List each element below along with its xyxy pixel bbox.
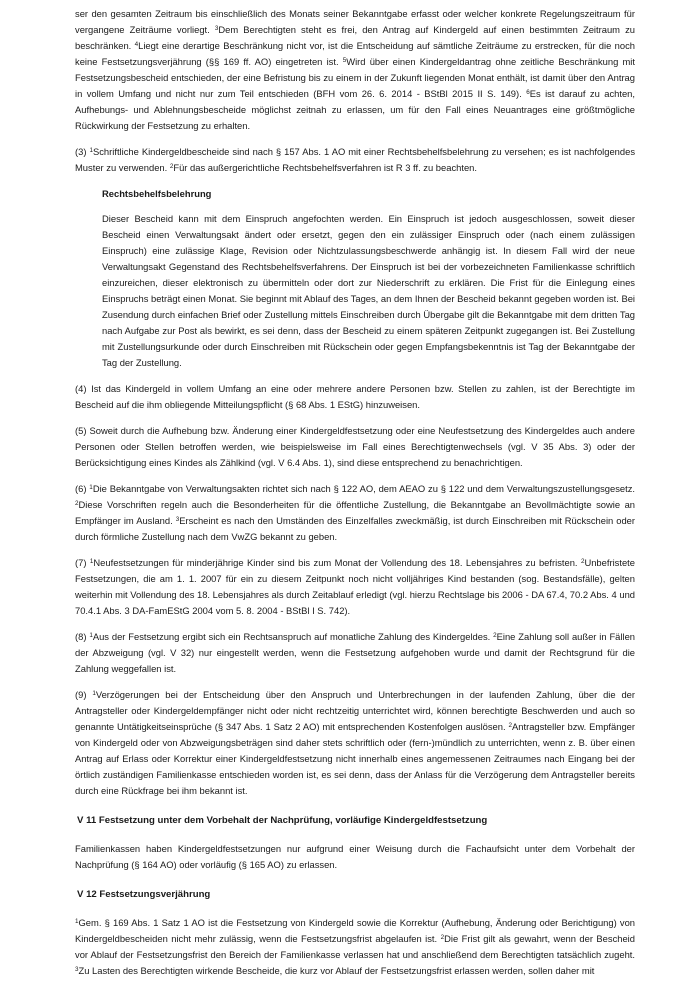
- rechtsbehelfsbelehrung-block: [102, 186, 635, 371]
- rechtsbehelfsbelehrung-text: Dieser Bescheid kann mit dem Einspruch angefochten werden. Ein Einspruch ist jedoch ausgeschlossen, soweit dieser Bescheid einen Verwaltungsakt ändert oder ersetzt, gegen den ein zulässiger Einspruch oder (nach einem zulässigen Einspruch) eine zulässige Klage, Revision oder Nichtzulassungsbeschwerde anhängig ist. In diesem Fall wird der neue Verwaltungsakt Gegenstand des Rechtsbehelfsverfahrens. Der Einspruch ist bei der vorbezeichneten Familienkasse schriftlich einzureichen, dieser elektronisch zu übermitteln oder dort zur Niederschrift zu erklären. Die Frist für die Einlegung eines Einspruchs beträgt einen Monat. Sie beginnt mit Ablauf des Tages, an dem Ihnen der Bescheid bekannt gegeben worden ist. Bei Zusendung durch einfachen Brief oder Zustellung mittels Einschreiben durch Übergabe gilt die Bekanntgabe mit dem dritten Tag nach Aufgabe zur Post als bewirkt, es sei denn, dass der Bescheid zu einem späteren Zeitpunkt zugegangen ist. Bei Zustellung mit Zustellungsurkunde oder durch Einschreiben mit Rückschein oder gegen Empfangsbekenntnis ist Tag der Bekanntgabe der Tag der Zustellung.: [102, 213, 635, 368]
- paragraph-8: (8) $^1$Aus der Festsetzung ergibt sich ein Rechtsanspruch auf monatliche Zahlung des Kindergeldes. $^2$Eine Zahlung soll außer in Fällen der Abzweigung (vgl. V 32) nur eingestellt werden, wenn die Festsetzung aufgehoben wurde und damit der Rechtsgrund für die Zahlung weggefallen ist.: [75, 631, 635, 674]
- section-text-v11: Familienkassen haben Kindergeldfestsetzungen nur aufgrund einer Weisung durch die Fachaufsicht unter dem Vorbehalt der Nachprüfung (§ 164 AO) oder vorläufig (§ 165 AO) zu erlassen.: [75, 843, 635, 870]
- document-page: [75, 6, 635, 989]
- rechtsbehelfsbelehrung-title: Rechtsbehelfsbelehrung: [102, 188, 212, 199]
- paragraph-3: (3) $^1$Schriftliche Kindergeldbescheide sind nach § 157 Abs. 1 AO mit einer Rechtsbehelfsbelehrung zu versehen; es ist nachfolgendes Muster zu verwenden. $^2$Für das außergerichtliche Rechtsbehelfsverfahren ist R 3 ff. zu beachten.: [75, 146, 636, 173]
- paragraph-4: (4) Ist das Kindergeld in vollem Umfang an eine oder mehrere andere Personen bzw. Stellen zu zahlen, ist der Berechtigte im Bescheid auf die ihm obliegende Mitteilungspflicht (§ 68 Abs. 1 EStG) hinzuweisen.: [75, 383, 635, 410]
- paragraph-7: (7) $^1$Neufestsetzungen für minderjährige Kinder sind bis zum Monat der Vollendung des 18. Lebensjahres zu befristen. $^2$Unbefristete Festsetzungen, die am 1. 1. 2007 für ein zu diesem Zeitpunkt noch nicht volljähriges Kind bestanden (sog. Bestandsfälle), gelten weiterhin mit Vollendung des 18. Lebensjahres als durch Zeitablauf erledigt (vgl. hierzu Rechtslage bis 2006 - DA 67.4, 70.2 Abs. 4 und 70.4.1 Abs. 3 DA-FamEStG 2004 vom 5. 8. 2004 - BStBl I S. 742).: [75, 557, 635, 616]
- paragraph-5: (5) Soweit durch die Aufhebung bzw. Änderung einer Kindergeldfestsetzung oder eine Neufestsetzung des Kindergeldes auch andere Personen oder Stellen betroffen werden, wie beispielsweise im Fall eines Berechtigtenwechsels (vgl. V 35 Abs. 3) oder der Berücksichtigung eines Kindes als Zählkind (vgl. V 6.4 Abs. 1), sind diese entsprechend zu benachrichtigen.: [75, 425, 635, 468]
- paragraph-6: (6) $^1$Die Bekanntgabe von Verwaltungsakten richtet sich nach § 122 AO, dem AEAO zu § 122 und dem Verwaltungszustellungsgesetz. $^2$Diese Vorschriften regeln auch die Besonderheiten für die öffentliche Zustellung, die Bekanntgabe an Bevollmächtigte sowie an Empfänger im Ausland. $^3$Erscheint es nach den Umständen des Einzelfalles zweckmäßig, ist durch Einschreiben mit Rückschein oder durch förmliche Zustellung nach dem VwZG bekannt zu geben.: [75, 483, 636, 542]
- section-heading-v12: V 12 Festsetzungsverjährung: [77, 889, 211, 900]
- section-heading-v11: V 11 Festsetzung unter dem Vorbehalt der Nachprüfung, vorläufige Kindergeldfestsetzung: [77, 815, 488, 826]
- intro-paragraph: ser den gesamten Zeitraum bis einschließlich des Monats seiner Bekanntgabe erfasst oder welcher konkrete Regelungszeitraum für vergangene Zeiträume vorliegt. $^3$Dem Berechtigten steht es frei, den Antrag auf Kindergeld auf einen bestimmten Zeitraum zu beschränken. $^4$Liegt eine derartige Beschränkung nicht vor, ist die Entscheidung auf sämtliche Zeiträume zu erstrecken, für die noch keine Festsetzungsverjährung (§§ 169 ff. AO) eingetreten ist. $^5$Wird über einen Kindergeldantrag ohne zeitliche Beschränkung mit Festsetzungsbescheid entschieden, der eine Befristung bis zu einem in der Zukunft liegenden Monat enthält, ist damit über den Antrag in vollem Umfang und nicht nur zum Teil entschieden (BFH vom 26. 6. 2014 - BStBl 2015 II S. 149). $^6$Es ist darauf zu achten, Aufhebungs- und Ablehnungsbescheide möglichst zeitnah zu erlassen, um für den Fall eines Neuantrages eine größtmögliche Rückwirkung der Festsetzung zu erhalten.: [75, 8, 635, 131]
- paragraph-9: (9) $^1$Verzögerungen bei der Entscheidung über den Anspruch und Unterbrechungen in der laufenden Zahlung, über die der Antragsteller oder Kindergeldempfänger nicht oder nicht rechtzeitig unterrichtet wird, können berechtigte Beschwerden und auch so genannte Untätigkeitseinsprüche (§ 347 Abs. 1 Satz 2 AO) mit entsprechenden Kostenfolgen auslösen. $^2$Antragsteller bzw. Empfänger von Kindergeld oder von Abzweigungsbeträgen sind daher stets schriftlich oder (fern-)mündlich zu unterrichten, wenn z. B. über einen Antrag auf Erlass oder Korrektur einer Kindergeldfestsetzung nicht innerhalb eines angemessenen Zeitraumes nach Eingang bei der örtlich zuständigen Familienkasse entschieden worden ist, es sei denn, dass der Anlass für die Verzögerung dem Antragsteller bereits durch eine Rückfrage bei ihm bekannt ist.: [75, 689, 635, 796]
- section-text-v12: $^1$Gem. § 169 Abs. 1 Satz 1 AO ist die Festsetzung von Kindergeld sowie die Korrektur (Aufhebung, Änderung oder Berichtigung) von Kindergeldbescheiden nicht mehr zulässig, wenn die Festsetzungsfrist abgelaufen ist. $^2$Die Frist gilt als gewahrt, wenn der Bescheid vor Ablauf der Festsetzungsfrist den Bereich der Familienkasse verlassen hat und anschließend dem Berechtigten tatsächlich zugeht. $^3$Zu Lasten des Berechtigten wirkende Bescheide, die kurz vor Ablauf der Festsetzungsfrist erlassen werden, sollen daher mit: [75, 917, 635, 976]
